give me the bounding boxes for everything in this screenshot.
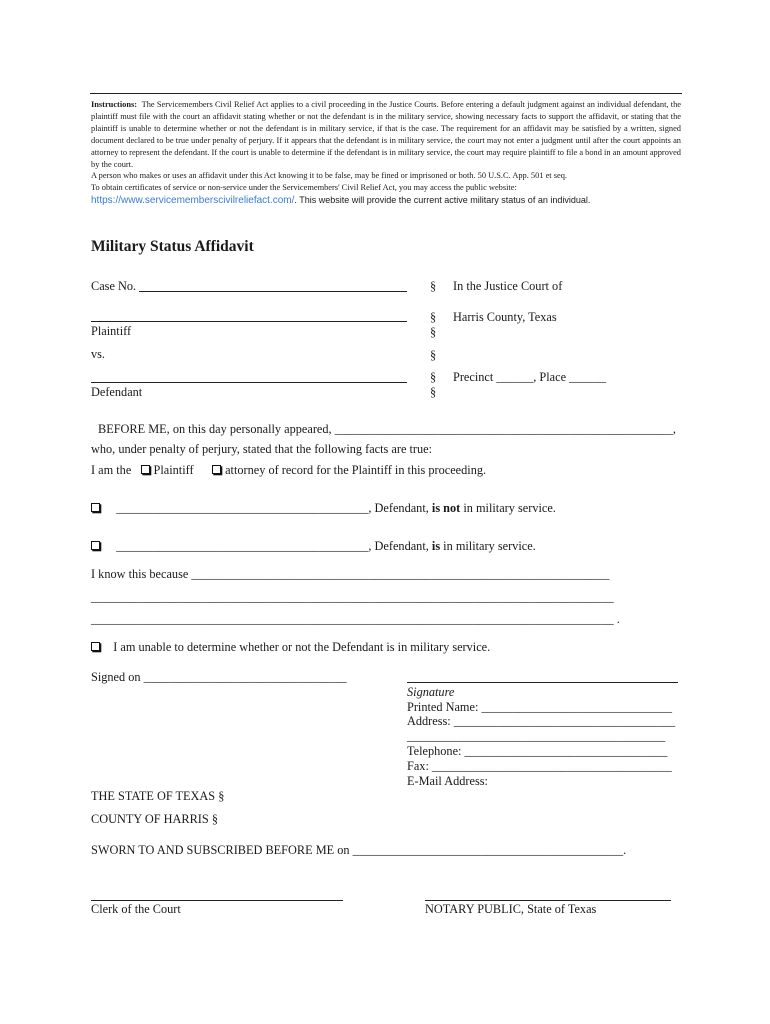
instructions-block [91, 99, 681, 207]
not-military-tail: in military service. [460, 501, 556, 515]
plaintiff-label: Plaintiff [91, 324, 132, 338]
case-no-field[interactable] [139, 291, 407, 292]
court-label: In the Justice Court of [453, 279, 563, 293]
state-of-texas: THE STATE OF TEXAS § [91, 789, 225, 803]
telephone-field[interactable]: Telephone: _________________________________ [407, 744, 668, 758]
clerk-label: Clerk of the Court [91, 902, 181, 916]
is-military-checkbox[interactable] [91, 541, 100, 550]
is-not-emphasis: is not [431, 501, 461, 515]
is-emphasis: is [431, 539, 441, 553]
penalty-statement: who, under penalty of perjury, stated that the following facts are true: [91, 442, 433, 456]
plaintiff-name-field[interactable] [91, 321, 407, 322]
section-sign: § [430, 370, 437, 384]
defendant-name-field[interactable] [91, 382, 407, 383]
address-field[interactable]: Address: ____________________________________ [407, 714, 676, 728]
clerk-signature-line[interactable] [91, 900, 343, 901]
is-military-row [91, 539, 536, 554]
instructions-certificates: To obtain certificates of service or non-service under the Servicemembers' Civil Relief Act, you may access the public website: [91, 183, 517, 193]
section-sign: § [430, 325, 437, 339]
case-no-label: Case No. [91, 279, 137, 293]
before-me-statement: BEFORE ME, on this day personally appeared, _______________________________________________________, [98, 422, 676, 436]
unable-checkbox[interactable] [91, 642, 100, 651]
is-military-name: _________________________________________, Defendant, [116, 539, 432, 553]
website-note: . This website will provide the current active military status of an individual. [294, 195, 591, 206]
county-of-harris: COUNTY OF HARRIS § [91, 812, 218, 826]
signed-on-field[interactable]: Signed on _________________________________ [91, 670, 347, 684]
not-military-name: _________________________________________, Defendant, [116, 501, 432, 515]
address-field-line-2[interactable]: __________________________________________ [407, 729, 666, 743]
instructions-label: Instructions: [91, 100, 138, 109]
fax-field[interactable]: Fax: _______________________________________ [407, 759, 672, 773]
county-label: Harris County, Texas [453, 310, 557, 324]
page-title: Military Status Affidavit [91, 238, 254, 255]
role-row [91, 463, 486, 478]
instructions-penalty: A person who makes or uses an affidavit under this Act knowing it to be false, may be fined or imprisoned or both. 50 U.S.C. App. 501 et seq. [91, 171, 567, 181]
know-because-line-2[interactable]: _____________________________________________________________________________________ [91, 590, 614, 604]
know-because-line-3[interactable]: _____________________________________________________________________________________ . [91, 612, 620, 626]
signature-label: Signature [407, 685, 455, 699]
attorney-option-label: attorney of record for the Plaintiff in this proceeding. [225, 463, 487, 477]
notary-label: NOTARY PUBLIC, State of Texas [425, 902, 597, 916]
precinct-place-label: Precinct ______, Place ______ [453, 370, 606, 384]
plaintiff-checkbox[interactable] [141, 465, 150, 474]
section-sign: § [430, 348, 437, 362]
notary-signature-line[interactable] [425, 900, 671, 901]
signature-line[interactable] [407, 682, 678, 683]
vs-label: vs. [91, 347, 106, 361]
section-sign: § [430, 279, 437, 293]
not-military-checkbox[interactable] [91, 503, 100, 512]
i-am-the-label: I am the [91, 463, 132, 477]
plaintiff-option-label: Plaintiff [153, 463, 194, 477]
sworn-statement: SWORN TO AND SUBSCRIBED BEFORE ME on ____________________________________________. [91, 843, 627, 857]
know-because-line[interactable]: I know this because ____________________________________________________________________ [91, 567, 610, 581]
printed-name-field[interactable]: Printed Name: _______________________________ [407, 700, 673, 714]
defendant-label: Defendant [91, 385, 143, 399]
instructions-text: The Servicemembers Civil Relief Act applies to a civil proceeding in the Justice Courts. Before entering a default judgment against an individual defendant, the plaintiff must file with the court an affidavit stating whether or not the defendant is in the military service, showing necessary facts to support the affidavit, or stating that the plaintiff is unable to determine whether or not the defendant is in military service, if that is the case. The requirement for an affidavit may be satisfied by a written, signed document declared to be true under penalty of perjury. If it appears that the defendant is in military service, the court may not enter a judgment until after the court appoints an attorney to represent the defendant. If the court is unable to determine if the defendant is in military service, the court may require plaintiff to file a bond in an amount approved by the court. [91, 100, 682, 169]
section-sign: § [430, 310, 437, 324]
email-label: E-Mail Address: [407, 774, 488, 788]
scra-website-link[interactable]: https://www.servicememberscivilreliefact.com/ [91, 195, 295, 207]
not-military-row [91, 501, 556, 516]
section-sign: § [430, 385, 437, 399]
attorney-checkbox[interactable] [212, 465, 221, 474]
unable-row [91, 640, 490, 655]
is-military-tail: in military service. [440, 539, 536, 553]
unable-label: I am unable to determine whether or not the Defendant is in military service. [113, 640, 491, 654]
top-rule [90, 93, 682, 94]
